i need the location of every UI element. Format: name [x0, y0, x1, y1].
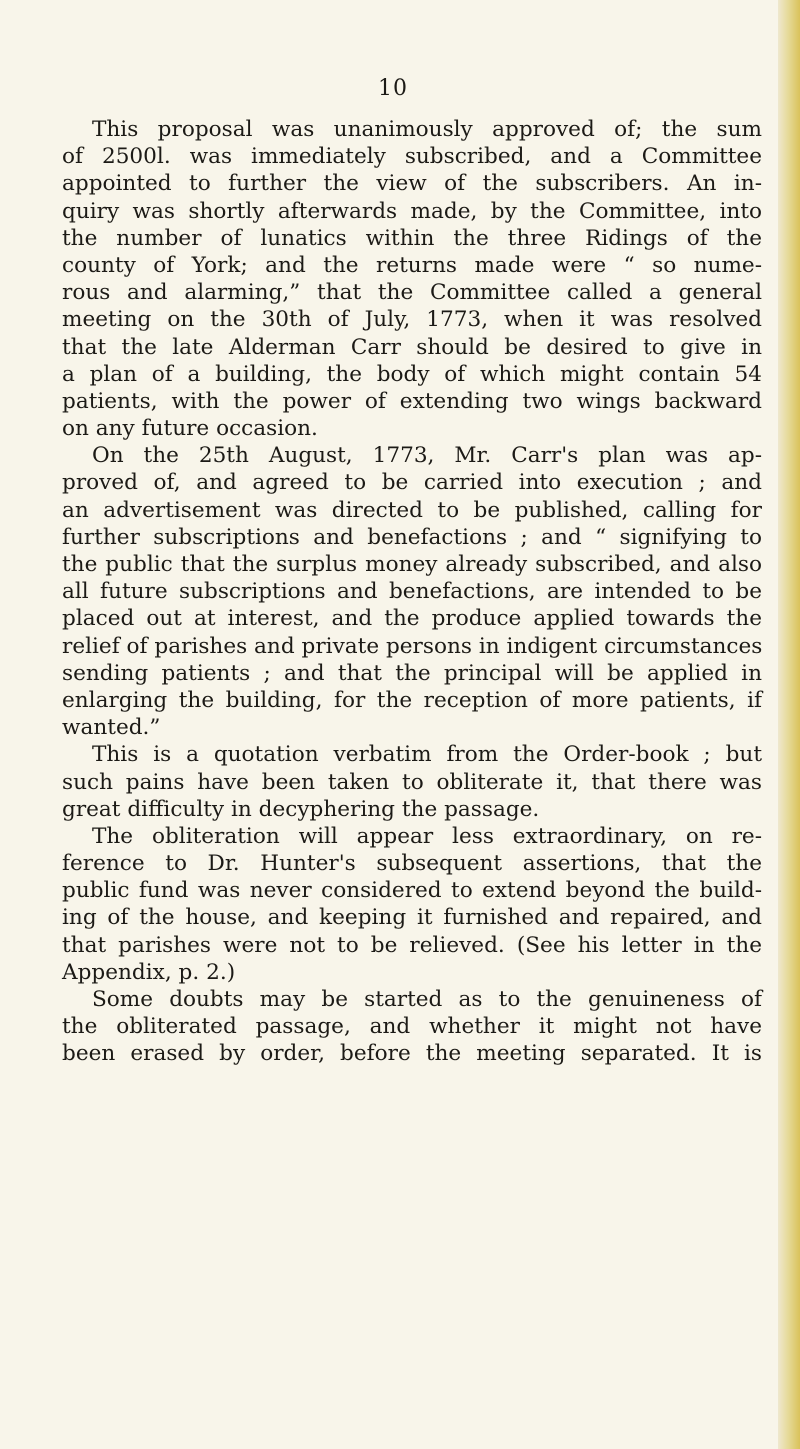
text-line: sending patients ; and that the principal will be applied in [62, 660, 762, 686]
text-line: relief of parishes and private persons in indigent circumstances [62, 633, 763, 659]
text-line: placed out at interest, and the produce applied towards the [62, 606, 762, 632]
text-line: of 2500l. was immediately subscribed, and a Committee [62, 144, 762, 170]
text-line: further subscriptions and benefactions ; and “ signifying to [62, 524, 762, 550]
text-line: the public that the surplus money already subscribed, and also [62, 552, 762, 577]
text-line: appointed to further the view of the subscribers. An in- [62, 171, 762, 197]
text-line: the number of lunatics within the three Ridings of the [62, 225, 762, 251]
text-line: enlarging the building, for the reception of more patients, if [62, 687, 762, 713]
text-line: ing of the house, and keeping it furnished and repaired, and [62, 905, 762, 931]
text-line: This proposal was unanimously approved of; the sum [92, 117, 762, 142]
text-line: quiry was shortly afterwards made, by the Committee, into [62, 198, 762, 224]
text-line: wanted.” [62, 715, 161, 741]
text-line: Some doubts may be started as to the genuineness of [92, 987, 762, 1012]
text-line: county of York; and the returns made were “ so nume- [62, 252, 762, 278]
text-line: great difficulty in decyphering the passage. [62, 796, 540, 822]
text-line: meeting on the 30th of July, 1773, when it was resolved [62, 307, 762, 333]
text-line: such pains have been taken to obliterate it, that there was [62, 769, 762, 795]
text-line: rous and alarming,” that the Committee called a general [62, 280, 762, 306]
text-line: The obliteration will appear less extraordinary, on re- [92, 823, 762, 849]
text-line: the obliterated passage, and whether it might not have [62, 1014, 762, 1040]
text-line: This is a quotation verbatim from the Order-book ; but [92, 742, 762, 768]
text-line: ference to Dr. Hunter's subsequent assertions, that the [62, 851, 762, 877]
body-text [62, 116, 762, 1068]
text-line: that the late Alderman Carr should be desired to give in [62, 334, 762, 360]
text-line: all future subscriptions and benefactions, are intended to be [62, 579, 762, 605]
text-line: On the 25th August, 1773, Mr. Carr's plan was ap- [92, 443, 762, 469]
text-line: Appendix, p. 2.) [62, 959, 236, 985]
text-line: that parishes were not to be relieved. (See his letter in the [62, 932, 762, 958]
page-number: 10 [378, 76, 408, 101]
text-line: a plan of a building, the body of which might contain 54 [62, 361, 762, 387]
text-line: patients, with the power of extending two wings backward [62, 388, 762, 414]
text-line: public fund was never considered to extend beyond the build- [62, 878, 762, 904]
text-line: proved of, and agreed to be carried into execution ; and [62, 470, 762, 496]
text-line: an advertisement was directed to be published, calling for [62, 497, 762, 523]
text-line: been erased by order, before the meeting separated. It is [62, 1041, 762, 1067]
page-edge [778, 0, 800, 1449]
text-line: on any future occasion. [62, 416, 318, 442]
